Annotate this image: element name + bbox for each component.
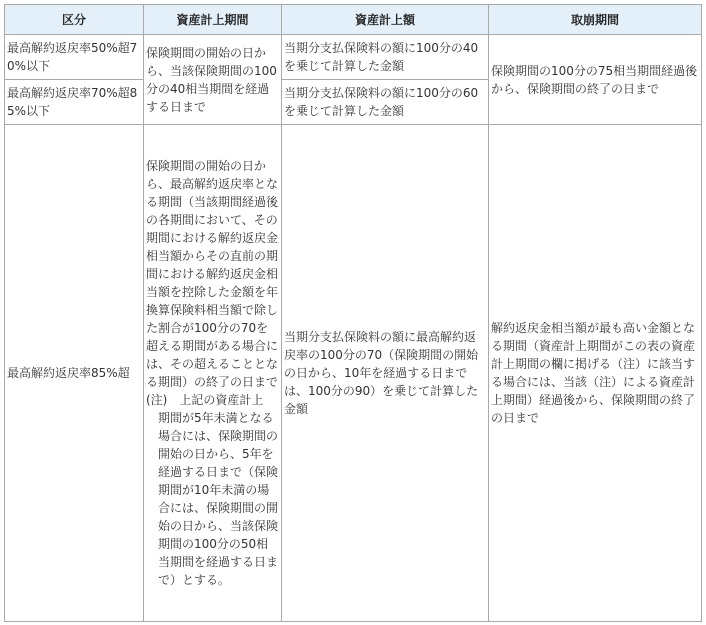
cell-category: 最高解約返戻率50%超70%以下 — [5, 35, 144, 80]
insurance-asset-table — [4, 4, 702, 622]
header-reversal: 取崩期間 — [489, 5, 702, 35]
cell-category: 最高解約返戻率85%超 — [5, 125, 144, 622]
header-row — [5, 5, 702, 35]
cell-reversal: 解約返戻金相当額が最も高い金額となる期間（資産計上期間がこの表の資産計上期間の欄に掲げる（注）に該当する場合には、当該（注）による資産計上期間）経過後から、保険期間の終了の日まで — [489, 125, 702, 622]
cell-period: 保険期間の開始の日から、当該保険期間の100分の40相当期間を経過する日まで — [144, 35, 282, 125]
header-period: 資産計上期間 — [144, 5, 282, 35]
cell-amount: 当期分支払保険料の額に100分の60を乗じて計算した金額 — [282, 80, 489, 125]
table-row — [5, 125, 702, 622]
period-text: 保険期間の開始の日から、最高解約返戻率となる期間（当該期間経過後の各期間において、その期間における解約返戻金相当額からその直前の期間における解約返戻金相当額を控除した金額を年換算保険料相当額で除した割合が100分の70を超える期間がある場合には、その超えることとなる期間）の終了の日まで — [146, 159, 279, 389]
note-label: (注) 上記の資産計上 — [146, 393, 264, 407]
cell-amount: 当期分支払保険料の額に100分の40を乗じて計算した金額 — [282, 35, 489, 80]
cell-amount: 当期分支払保険料の額に最高解約返戻率の100分の70（保険期間の開始の日から、10年を経過する日までは、100分の90）を乗じて計算した金額 — [282, 125, 489, 622]
note-text: 期間が5年未満となる場合には、保険期間の開始の日から、5年を経過する日まで（保険期間が10年未満の場合には、保険期間の開始の日から、当該保険期間の100分の50相当期間を経過する日まで）とする。 — [158, 411, 279, 587]
cell-category: 最高解約返戻率70%超85%以下 — [5, 80, 144, 125]
table-row — [5, 35, 702, 80]
cell-period — [144, 125, 282, 622]
header-amount: 資産計上額 — [282, 5, 489, 35]
header-category: 区分 — [5, 5, 144, 35]
cell-reversal: 保険期間の100分の75相当期間経過後から、保険期間の終了の日まで — [489, 35, 702, 125]
